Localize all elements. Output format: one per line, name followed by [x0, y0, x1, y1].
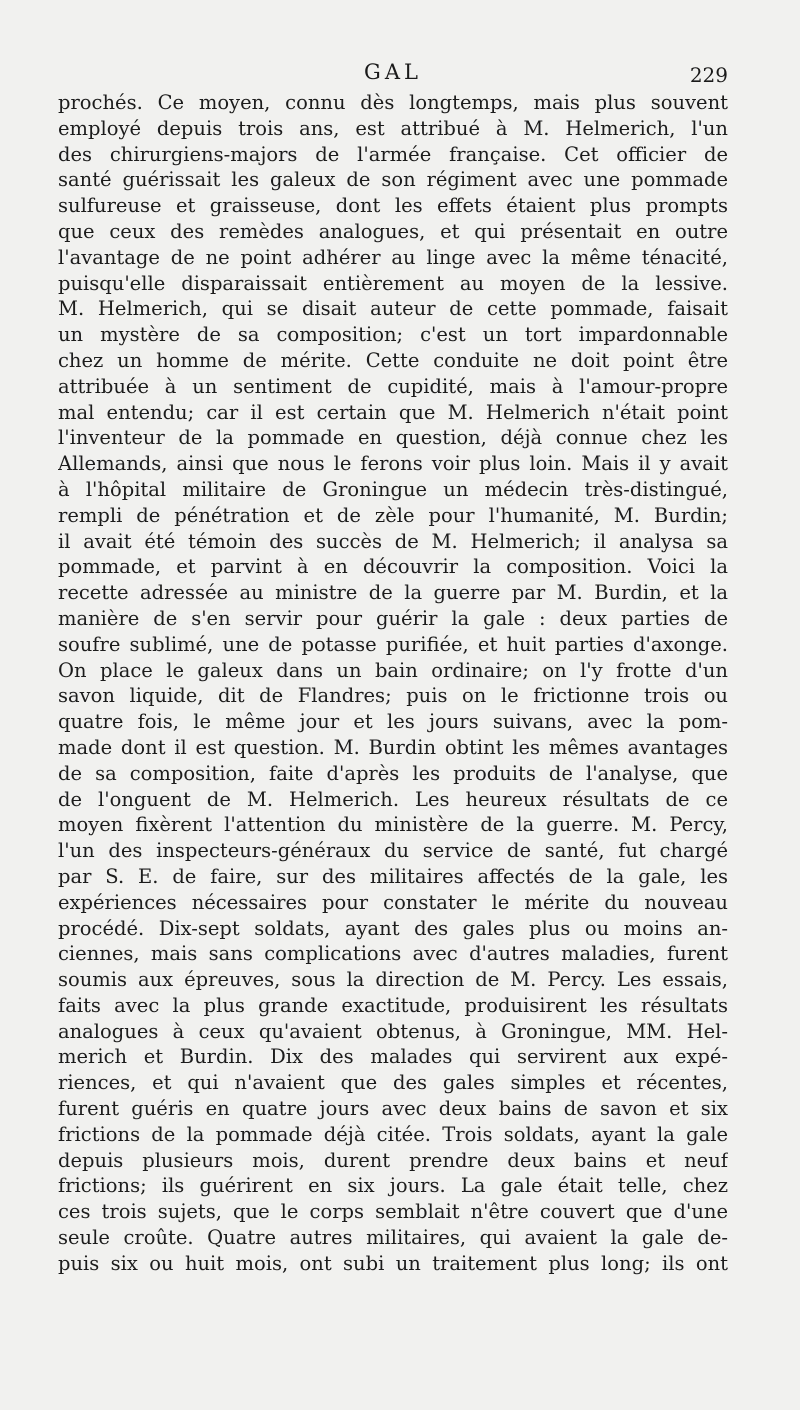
text-line: recette adressée au ministre de la guerre par M. Burdin, et la — [58, 581, 728, 605]
text-line: expériences nécessaires pour constater le mérite du nouveau — [58, 890, 728, 914]
text-line: savon liquide, dit de Flandres; puis on le frictionne trois ou — [58, 684, 728, 708]
text-line: mal entendu; car il est certain que M. Helmerich n'était point — [58, 400, 728, 424]
text-line: manière de s'en servir pour guérir la gale : deux parties de — [58, 606, 728, 630]
text-line: depuis plusieurs mois, durent prendre deux bains et neuf — [58, 1148, 728, 1172]
text-line: puisqu'elle disparaissait entièrement au moyen de la lessive. — [58, 271, 728, 295]
text-line: On place le galeux dans un bain ordinaire; on l'y frotte d'un — [58, 658, 728, 682]
text-line: furent guéris en quatre jours avec deux bains de savon et six — [58, 1097, 728, 1121]
text-line: merich et Burdin. Dix des malades qui servirent aux expé- — [58, 1045, 728, 1069]
text-line: il avait été témoin des succès de M. Helmerich; il analysa sa — [58, 529, 728, 553]
text-line: faits avec la plus grande exactitude, produisirent les résultats — [58, 993, 728, 1017]
text-line: employé depuis trois ans, est attribué à M. Helmerich, l'un — [58, 116, 728, 140]
body-text — [58, 90, 728, 1277]
text-line: M. Helmerich, qui se disait auteur de cette pommade, faisait — [58, 297, 728, 321]
text-line: à l'hôpital militaire de Groningue un médecin très-distingué, — [58, 477, 728, 501]
text-line: puis six ou huit mois, ont subi un traitement plus long; ils ont — [58, 1251, 728, 1275]
text-line: chez un homme de mérite. Cette conduite ne doit point être — [58, 348, 728, 372]
text-line: attribuée à un sentiment de cupidité, mais à l'amour-propre — [58, 374, 728, 398]
text-line: de l'onguent de M. Helmerich. Les heureux résultats de ce — [58, 787, 728, 811]
text-line: made dont il est question. M. Burdin obtint les mêmes avantages — [58, 735, 728, 759]
text-line: analogues à ceux qu'avaient obtenus, à Groningue, MM. Hel- — [58, 1019, 728, 1043]
text-line: un mystère de sa composition; c'est un tort impardonnable — [58, 323, 728, 347]
page-number: 229 — [689, 63, 728, 87]
text-line: des chirurgiens-majors de l'armée française. Cet officier de — [58, 142, 728, 166]
text-line: Allemands, ainsi que nous le ferons voir plus loin. Mais il y avait — [58, 452, 728, 476]
text-line: soufre sublimé, une de potasse purifiée, et huit parties d'axonge. — [58, 632, 728, 656]
text-line: de sa composition, faite d'après les produits de l'analyse, que — [58, 761, 728, 785]
text-line: l'inventeur de la pommade en question, déjà connue chez les — [58, 426, 728, 450]
text-line: riences, et qui n'avaient que des gales simples et récentes, — [58, 1071, 728, 1095]
text-line: quatre fois, le même jour et les jours suivans, avec la pom- — [58, 710, 728, 734]
text-line: frictions; ils guérirent en six jours. La gale était telle, chez — [58, 1174, 728, 1198]
text-line: procédé. Dix-sept soldats, ayant des gales plus ou moins an- — [58, 916, 728, 940]
text-line: rempli de pénétration et de zèle pour l'humanité, M. Burdin; — [58, 503, 728, 527]
text-line: l'avantage de ne point adhérer au linge avec la même ténacité, — [58, 245, 728, 269]
text-line: soumis aux épreuves, sous la direction de M. Percy. Les essais, — [58, 968, 728, 992]
text-line: santé guérissait les galeux de son régiment avec une pommade — [58, 168, 728, 192]
text-line: moyen fixèrent l'attention du ministère de la guerre. M. Percy, — [58, 813, 728, 837]
text-line: sulfureuse et graisseuse, dont les effets étaient plus prompts — [58, 194, 728, 218]
text-line: pommade, et parvint à en découvrir la composition. Voici la — [58, 555, 728, 579]
text-line: l'un des inspecteurs-généraux du service de santé, fut chargé — [58, 839, 728, 863]
text-line: ciennes, mais sans complications avec d'autres maladies, furent — [58, 942, 728, 966]
text-line: par S. E. de faire, sur des militaires affectés de la gale, les — [58, 864, 728, 888]
text-line: frictions de la pommade déjà citée. Trois soldats, ayant la gale — [58, 1122, 728, 1146]
text-line: seule croûte. Quatre autres militaires, qui avaient la gale de- — [58, 1226, 728, 1250]
page-header — [58, 60, 728, 90]
text-line: ces trois sujets, que le corps semblait n'être couvert que d'une — [58, 1200, 728, 1224]
text-line: prochés. Ce moyen, connu dès longtemps, mais plus souvent — [58, 91, 728, 114]
text-line: que ceux des remèdes analogues, et qui présentait en outre — [58, 219, 728, 243]
running-head: GAL — [364, 60, 422, 84]
